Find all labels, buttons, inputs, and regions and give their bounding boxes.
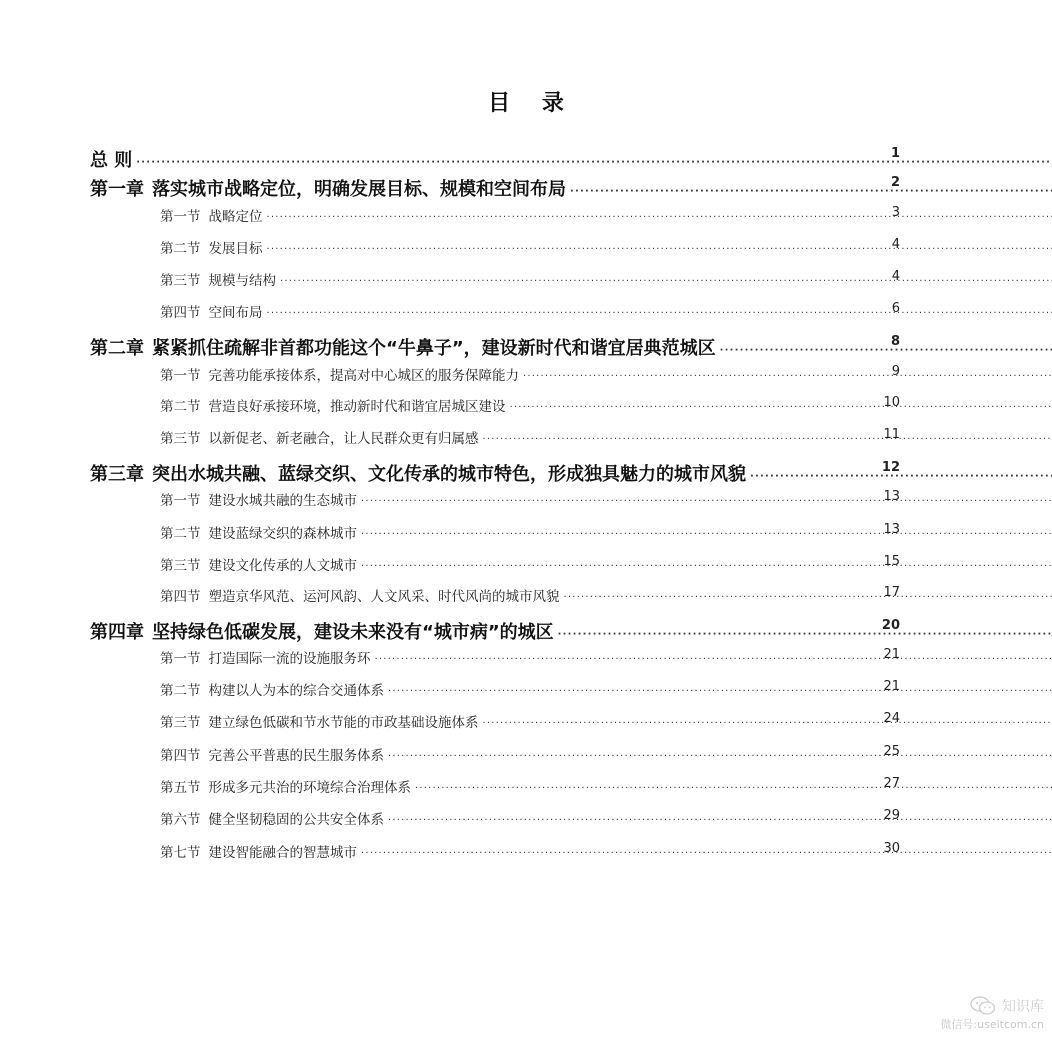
- page-number: 12: [881, 460, 900, 475]
- section-title: 健全坚韧稳固的公共安全体系: [208, 812, 384, 828]
- page-number: 29: [883, 808, 900, 823]
- toc-section-3-1[interactable]: [160, 489, 900, 509]
- section-number: 第二节: [160, 526, 201, 542]
- section-number: 第二节: [160, 241, 201, 257]
- page-number: 20: [881, 618, 900, 633]
- toc-section-1-3[interactable]: [160, 269, 900, 289]
- chapter-number: 总 则: [90, 150, 133, 171]
- section-title: 营造良好承接环境，推动新时代和谐宜居城区建设: [208, 399, 506, 415]
- dot-leader: [564, 592, 1052, 603]
- toc-section-3-2[interactable]: [160, 522, 900, 542]
- watermark: [924, 996, 1044, 1032]
- chapter-number: 第四章: [90, 622, 144, 643]
- dot-leader: [267, 244, 1052, 255]
- section-title: 建设蓝绿交织的森林城市: [208, 526, 357, 542]
- page-number: 30: [883, 841, 900, 856]
- dot-leader: [523, 371, 1052, 382]
- toc-section-4-1[interactable]: [160, 647, 900, 667]
- page-number: 24: [883, 711, 900, 726]
- toc-section-4-5[interactable]: [160, 776, 900, 796]
- toc-section-3-4[interactable]: [160, 585, 900, 605]
- toc-section-1-1[interactable]: [160, 205, 900, 225]
- section-title: 规模与结构: [208, 273, 276, 289]
- section-number: 第二节: [160, 399, 201, 415]
- section-title: 以新促老、新老融合，让人民群众更有归属感: [208, 431, 479, 447]
- dot-leader: [361, 529, 1052, 540]
- chapter-title: 坚持绿色低碳发展，建设未来没有“城市病”的城区: [152, 622, 554, 643]
- page-number: 15: [883, 554, 900, 569]
- section-title: 建设文化传承的人文城市: [208, 558, 357, 574]
- section-title: 塑造京华风范、运河风韵、人文风采、时代风尚的城市风貌: [208, 589, 560, 605]
- dot-leader: [388, 815, 1052, 826]
- section-number: 第二节: [160, 683, 201, 699]
- page-number: 3: [891, 205, 900, 220]
- page-number: 1: [890, 146, 900, 161]
- section-number: 第一节: [160, 209, 201, 225]
- toc-section-2-2[interactable]: [160, 395, 900, 415]
- dot-leader: [750, 471, 1052, 482]
- dot-leader: [510, 402, 1052, 413]
- toc-section-4-6[interactable]: [160, 808, 900, 828]
- chapter-number: 第三章: [90, 464, 144, 485]
- toc-chapter-3[interactable]: [90, 460, 900, 486]
- dot-leader: [558, 629, 1052, 640]
- dot-leader: [267, 212, 1052, 223]
- dot-leader: [267, 308, 1052, 319]
- chapter-title: 突出水城共融、蓝绿交织、文化传承的城市特色，形成独具魅力的城市风貌: [152, 464, 746, 485]
- toc-section-2-1[interactable]: [160, 364, 900, 384]
- section-title: 建设水城共融的生态城市: [208, 493, 357, 509]
- page-number: 4: [891, 269, 900, 284]
- section-number: 第一节: [160, 493, 201, 509]
- section-number: 第一节: [160, 651, 201, 667]
- section-number: 第一节: [160, 368, 201, 384]
- toc-section-4-3[interactable]: [160, 711, 900, 731]
- section-number: 第三节: [160, 431, 201, 447]
- chapter-number: 第一章: [90, 179, 144, 200]
- page-number: 13: [883, 522, 900, 537]
- section-number: 第四节: [160, 589, 201, 605]
- section-title: 战略定位: [208, 209, 263, 225]
- section-title: 建立绿色低碳和节水节能的市政基础设施体系: [208, 715, 479, 731]
- page-number: 17: [883, 585, 900, 600]
- chapter-title: 紧紧抓住疏解非首都功能这个“牛鼻子”，建设新时代和谐宜居典范城区: [152, 338, 716, 359]
- dot-leader: [361, 561, 1052, 572]
- dot-leader: [415, 783, 1052, 794]
- page-number: 21: [883, 679, 900, 694]
- section-number: 第四节: [160, 305, 201, 321]
- toc-section-4-7[interactable]: [160, 841, 900, 861]
- section-title: 建设智能融合的智慧城市: [208, 845, 357, 861]
- section-number: 第三节: [160, 558, 201, 574]
- section-title: 形成多元共治的环境综合治理体系: [208, 780, 411, 796]
- page-number: 21: [883, 647, 900, 662]
- toc-section-1-2[interactable]: [160, 237, 900, 257]
- page-number: 9: [891, 364, 900, 379]
- chapter-number: 第二章: [90, 338, 144, 359]
- dot-leader: [361, 496, 1052, 507]
- dot-leader: [483, 718, 1052, 729]
- toc-section-2-3[interactable]: [160, 427, 900, 447]
- toc-chapter-general[interactable]: [90, 146, 900, 172]
- section-number: 第六节: [160, 812, 201, 828]
- page-number: 25: [883, 744, 900, 759]
- page-number: 8: [890, 334, 900, 349]
- page-title: 目 录: [488, 91, 576, 116]
- page-number: 6: [891, 301, 900, 316]
- dot-leader: [280, 276, 1052, 287]
- page-number: 2: [890, 175, 900, 190]
- page-number: 10: [883, 395, 900, 410]
- toc-section-1-4[interactable]: [160, 301, 900, 321]
- watermark-account: 微信号:useitcom.cn: [940, 1018, 1044, 1031]
- section-title: 完善功能承接体系，提高对中心城区的服务保障能力: [208, 368, 519, 384]
- section-title: 打造国际一流的设施服务环: [208, 651, 371, 667]
- section-number: 第四节: [160, 748, 201, 764]
- dot-leader: [361, 848, 1052, 859]
- page-number: 4: [891, 237, 900, 252]
- toc-chapter-1[interactable]: [90, 175, 900, 201]
- watermark-brand: 知识库: [1002, 999, 1044, 1015]
- section-title: 构建以人为本的综合交通体系: [208, 683, 384, 699]
- section-number: 第五节: [160, 780, 201, 796]
- dot-leader: [720, 345, 1052, 356]
- page-number: 13: [883, 489, 900, 504]
- section-title: 完善公平普惠的民生服务体系: [208, 748, 384, 764]
- wechat-icon: [970, 996, 996, 1016]
- toc-section-3-3[interactable]: [160, 554, 900, 574]
- section-number: 第七节: [160, 845, 201, 861]
- section-number: 第三节: [160, 273, 201, 289]
- dot-leader: [483, 434, 1052, 445]
- section-title: 空间布局: [208, 305, 263, 321]
- toc-section-4-2[interactable]: [160, 679, 900, 699]
- toc-section-4-4[interactable]: [160, 744, 900, 764]
- dot-leader: [570, 186, 1052, 197]
- chapter-title: 落实城市战略定位，明确发展目标、规模和空间布局: [152, 179, 566, 200]
- toc-chapter-4[interactable]: [90, 618, 900, 644]
- dot-leader: [136, 157, 1052, 168]
- section-number: 第三节: [160, 715, 201, 731]
- dot-leader: [388, 686, 1052, 697]
- dot-leader: [388, 751, 1052, 762]
- section-title: 发展目标: [208, 241, 263, 257]
- dot-leader: [375, 654, 1052, 665]
- page-number: 11: [883, 427, 900, 442]
- toc-chapter-2[interactable]: [90, 334, 900, 360]
- page-number: 27: [883, 776, 900, 791]
